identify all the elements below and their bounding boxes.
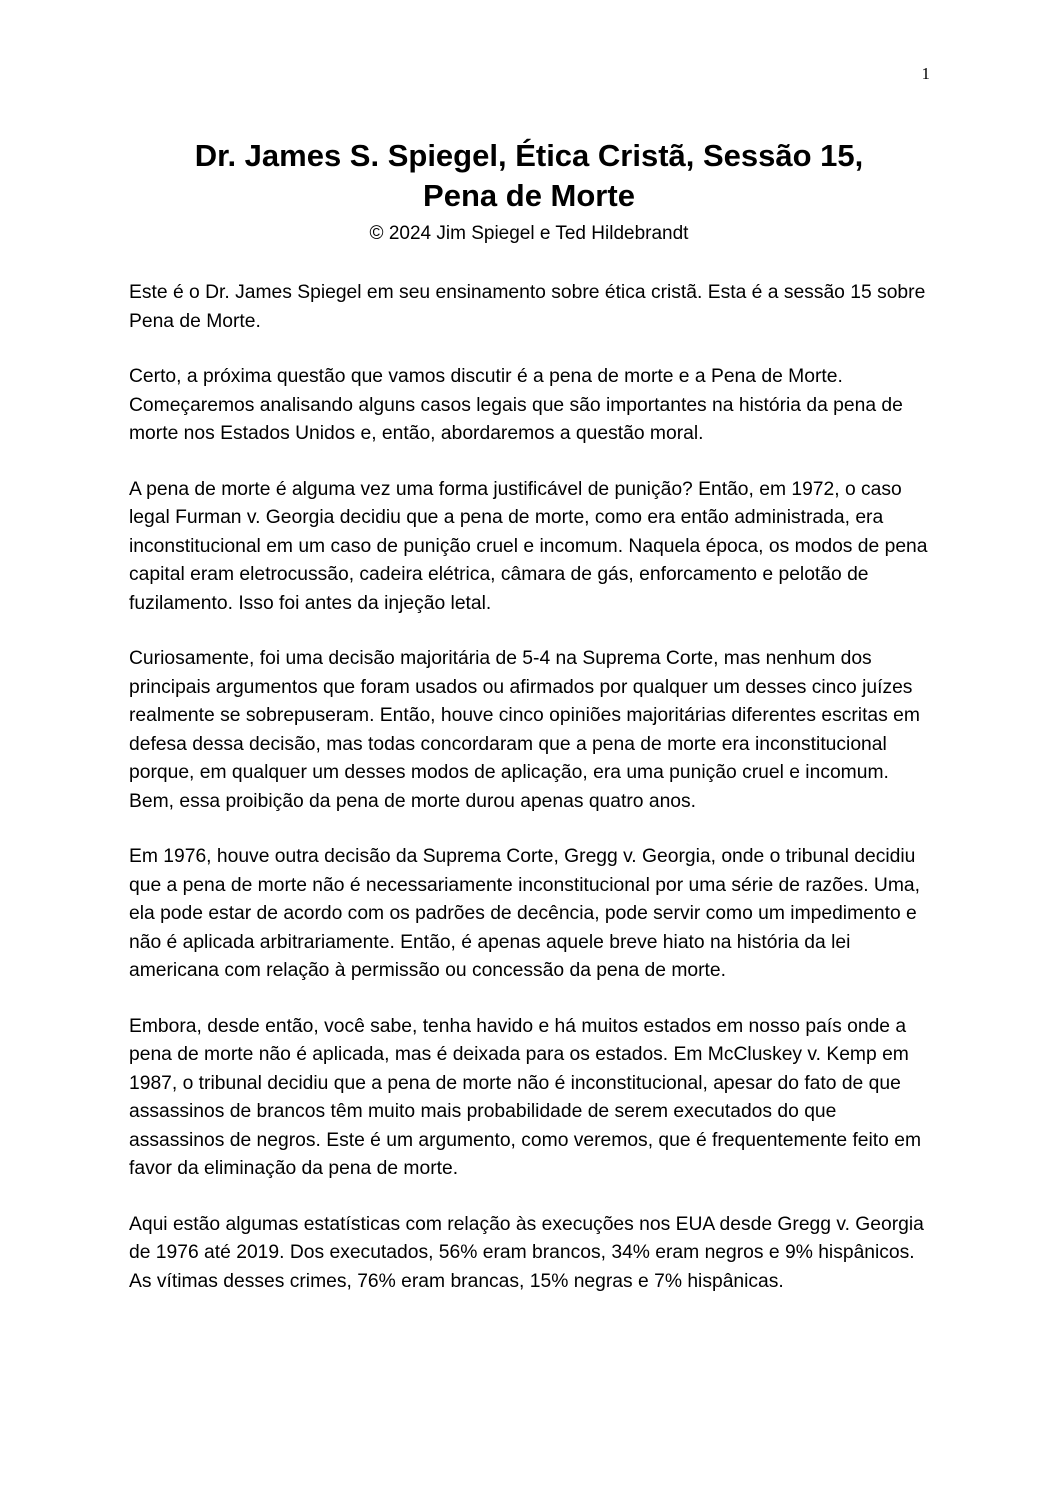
document-body xyxy=(129,279,929,1323)
title-line-1: Dr. James S. Spiegel, Ética Cristã, Sessão 15, xyxy=(194,138,864,173)
paragraph-overview: Certo, a próxima questão que vamos discutir é a pena de morte e a Pena de Morte. Começaremos analisando alguns casos legais que são importantes na história da pena de morte nos Estados Unidos e, então, abordaremos a questão moral. xyxy=(129,366,903,444)
page-number: 1 xyxy=(921,64,930,83)
paragraph-furman: A pena de morte é alguma vez uma forma justificável de punição? Então, em 1972, o caso legal Furman v. Georgia decidiu que a pena de morte, como era então administrada, era inconstitucional em um caso de punição cruel e incomum. Naquela época, os modos de pena capital eram eletrocussão, cadeira elétrica, câmara de gás, enforcamento e pelotão de fuzilamento. Isso foi antes da injeção letal. xyxy=(129,478,928,614)
paragraph-gregg: Em 1976, houve outra decisão da Suprema Corte, Gregg v. Georgia, onde o tribunal decidiu que a pena de morte não é necessariamente inconstitucional por uma série de razões. Uma, ela pode estar de acordo com os padrões de decência, pode servir como um impedimento e não é aplicada arbitrariamente. Então, é apenas aquele breve hiato na história da lei americana com relação à permissão ou concessão da pena de morte. xyxy=(129,846,920,981)
copyright-notice: © 2024 Jim Spiegel e Ted Hildebrandt xyxy=(369,223,689,244)
paragraph-majority-decision: Curiosamente, foi uma decisão majoritária de 5-4 na Suprema Corte, mas nenhum dos principais argumentos que foram usados ou afirmados por qualquer um desses cinco juízes realmente se sobrepuseram. Então, houve cinco opiniões majoritárias diferentes escritas em defesa dessa decisão, mas todas concordaram que a pena de morte era inconstitucional porque, em qualquer um desses modos de aplicação, era uma punição cruel e incomum. Bem, essa proibição da pena de morte durou apenas quatro anos. xyxy=(129,648,920,812)
title-line-2: Pena de Morte xyxy=(423,178,635,213)
paragraph-intro: Este é o Dr. James Spiegel em seu ensinamento sobre ética cristã. Esta é a sessão 15 sobre Pena de Morte. xyxy=(129,282,926,332)
paragraph-mccluskey: Embora, desde então, você sabe, tenha havido e há muitos estados em nosso país onde a pena de morte não é aplicada, mas é deixada para os estados. Em McCluskey v. Kemp em 1987, o tribunal decidiu que a pena de morte não é inconstitucional, apesar do fato de que assassinos de brancos têm muito mais probabilidade de serem executados do que assassinos de negros. Este é um argumento, como veremos, que é frequentemente feito em favor da eliminação da pena de morte. xyxy=(129,1015,922,1179)
document-title xyxy=(100,136,958,216)
paragraph-statistics: Aqui estão algumas estatísticas com relação às execuções nos EUA desde Gregg v. Georgia de 1976 até 2019. Dos executados, 56% eram brancos, 34% eram negros e 9% hispânicos. As vítimas desses crimes, 76% eram brancas, 15% negras e 7% hispânicas. xyxy=(129,1213,924,1292)
